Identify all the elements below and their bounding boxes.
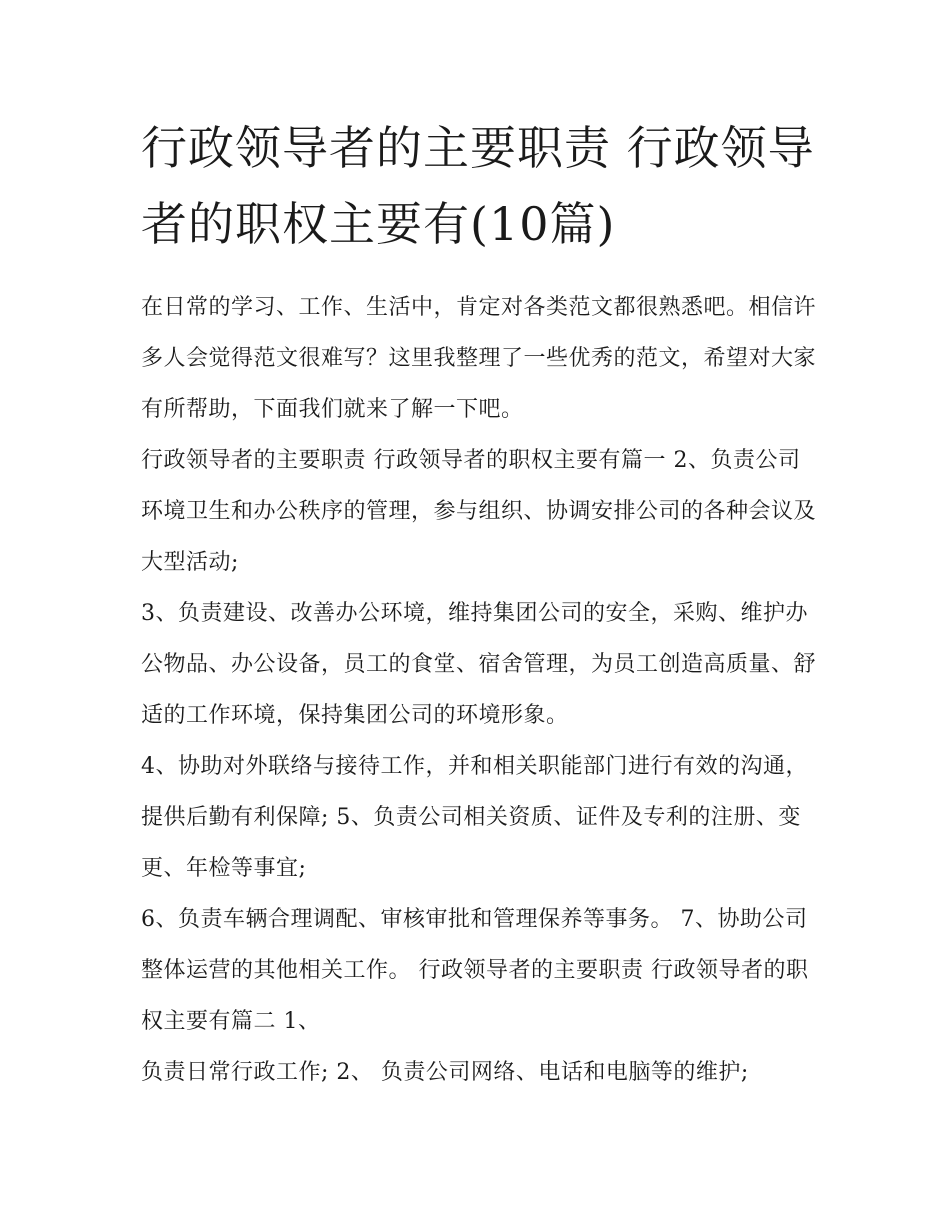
document-body: [141, 282, 821, 1098]
paragraph: 负责日常行政工作; 2、 负责公司网络、电话和电脑等的维护;: [141, 1060, 749, 1085]
document-page: [141, 0, 821, 1098]
paragraph: 4、协助对外联络与接待工作，并和相关职能部门进行有效的沟通，提供后勤有利保障; 5、负责公司相关资质、证件及专利的注册、变更、年检等事宜;: [141, 754, 808, 881]
paragraph: 6、负责车辆合理调配、审核审批和管理保养等事务。 7、协助公司整体运营的其他相关工作。 行政领导者的主要职责 行政领导者的职权主要有篇二 1、: [141, 907, 809, 1034]
paragraph: 在日常的学习、工作、生活中，肯定对各类范文都很熟悉吧。相信许多人会觉得范文很难写？这里我整理了一些优秀的范文，希望对大家有所帮助，下面我们就来了解一下吧。: [141, 295, 817, 422]
paragraph: 行政领导者的主要职责 行政领导者的职权主要有篇一 2、负责公司环境卫生和办公秩序的管理，参与组织、协调安排公司的各种会议及大型活动;: [141, 448, 817, 575]
document-title: 行政领导者的主要职责 行政领导者的职权主要有(10篇): [141, 121, 815, 251]
paragraph: 3、负责建设、改善办公环境，维持集团公司的安全，采购、维护办公物品、办公设备，员工的食堂、宿舍管理，为员工创造高质量、舒适的工作环境，保持集团公司的环境形象。: [141, 601, 817, 728]
